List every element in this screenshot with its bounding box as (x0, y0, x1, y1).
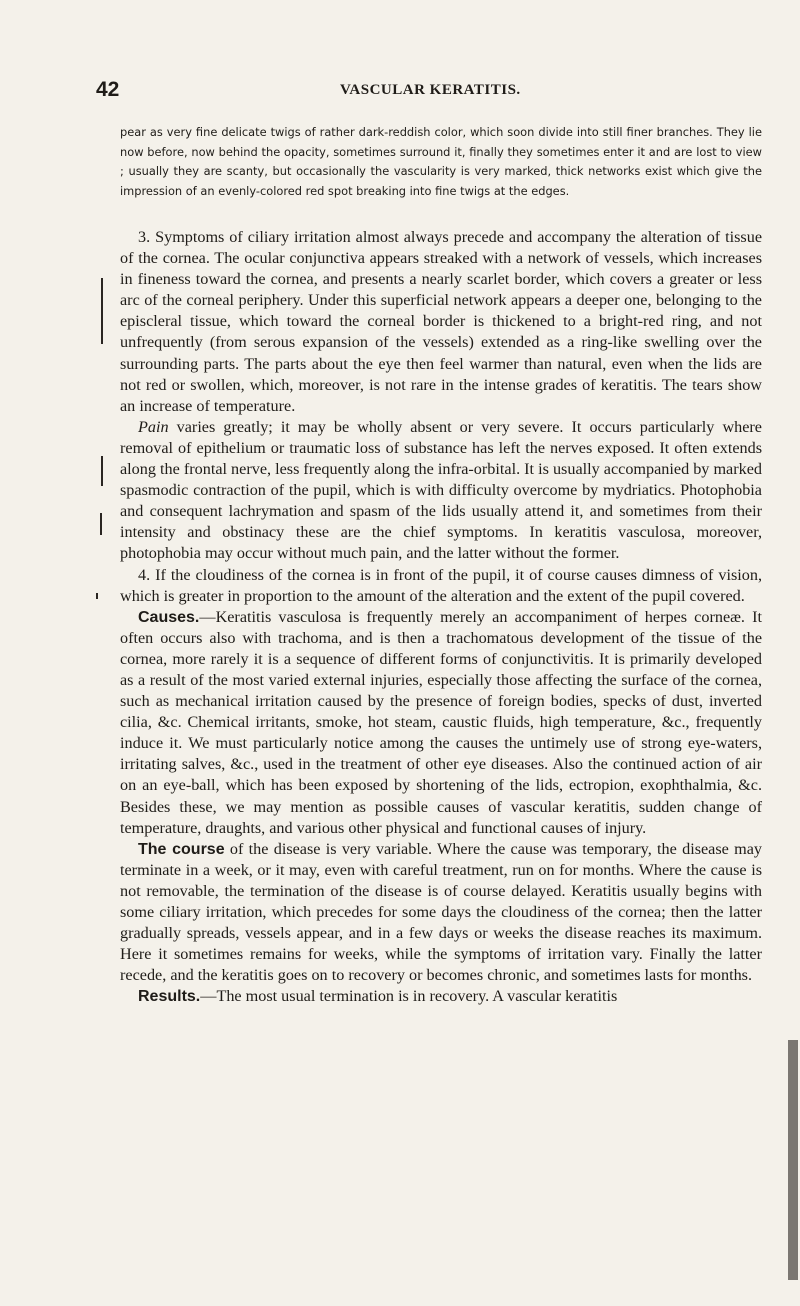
causes-heading: Causes. (138, 608, 200, 626)
course-text: of the disease is very variable. Where the cause was temporary, the disease may terminate in a week, or it may, even with careful treatment, run on for months. Where the cause is not removable, the termination of the disease is of course delayed. Keratitis usually begins with some ciliary irritation, which precedes for some days the cloudiness of the cornea; then the latter gradually spreads, vessels appear, and in a few days or weeks the disease reaches its maximum. Here it sometimes remains for weeks, while the symptoms of irritation vary. Finally the latter recede, and the keratitis goes on to recovery or becomes chronic, and sometimes lasts for months. (120, 839, 763, 985)
course-paragraph (120, 839, 762, 987)
results-paragraph (120, 986, 762, 1007)
page-number: 42 (96, 78, 120, 101)
course-heading: The course (138, 840, 225, 858)
continuation-paragraph: pear as very fine delicate twigs of rather dark-reddish color, which soon divide into still finer branches. They lie now before, now behind the opacity, sometimes surround it, finally they sometimes enter it and are lost to view ; usually they are scanty, but occasionally the vascularity is very marked, thick networks exist which give the impression of an evenly-colored red spot breaking into fine twigs at the edges. (120, 125, 762, 199)
running-title: VASCULAR KERATITIS. (340, 82, 521, 98)
page-header (96, 78, 746, 108)
symptom-3-paragraph: 3. Symptoms of ciliary irritation almost always precede and accompany the alteration of tissue of the cornea. The ocular conjunctiva appears streaked with a network of vessels, which increases in fineness toward the cornea, and presents a nearly scarlet border, which covers a greater or less arc of the corneal periphery. Under this superficial network appears a deeper one, belonging to the episcleral tissue, which toward the corneal border is thickened to a bright-red ring, and not unfrequently (from serous expansion of the vessels) extended as a ring-like swelling over the surrounding parts. The parts about the eye then feel warmer than natural, even when the lids are not red or swollen, which, moreover, is not rare in the intense grades of keratitis. The tears show an increase of temperature. (120, 228, 762, 415)
pain-paragraph (120, 417, 762, 565)
pain-text: varies greatly; it may be wholly absent or very severe. It occurs particularly where removal of epithelium or traumatic loss of substance has left the nerves exposed. It often extends along the frontal nerve, less frequently along the infra-orbital. It is usually accompanied by marked spasmodic contraction of the pupil, which is with difficulty overcome by mydriatics. Photophobia and consequent lachrymation and spasm of the lids usually attend it, and sometimes from their intensity and obstinacy these are the chief symptoms. In keratitis vasculosa, moreover, photophobia may occur without much pain, and the latter without the former. (120, 417, 762, 563)
results-heading: Results. (138, 988, 201, 1006)
margin-tick-mark (96, 593, 98, 599)
results-text: —The most usual termination is in recovery. A vascular keratitis (200, 987, 618, 1006)
page-edge-shadow (788, 1040, 798, 1280)
margin-line-mark (100, 513, 102, 535)
symptom-4-paragraph: 4. If the cloudiness of the cornea is in front of the pupil, it of course causes dimness of vision, which is greater in proportion to the amount of the alteration and the extent of the pupil covered. (120, 565, 762, 605)
margin-line-mark (101, 456, 103, 486)
pain-heading: Pain (138, 417, 169, 436)
causes-paragraph (120, 607, 762, 839)
causes-text: —Keratitis vasculosa is frequently merely an accompaniment of herpes corneæ. It often occurs also with trachoma, and is then a trachomatous development of the tissue of the cornea, more rarely it is a sequence of different forms of conjunctivitis. It is primarily developed as a result of the most varied external injuries, especially those affecting the surface of the cornea, such as mechanical irritation caused by the presence of foreign bodies, specks of dust, inverted cilia, &c. Chemical irritants, smoke, hot steam, caustic fluids, high temperature, &c., frequently induce it. We must particularly notice among the causes the untimely use of strong eye-waters, irritating salves, &c., used in the treatment of other eye diseases. Also the continued action of air on an eye-ball, which has been exposed by shortening of the lids, ectropion, exophthalmia, &c. Besides these, we may mention as possible causes of vascular keratitis, sudden change of temperature, draughts, and various other physical and functional causes of injury. (120, 607, 762, 837)
margin-line-mark (101, 278, 103, 344)
main-text (120, 227, 762, 1007)
